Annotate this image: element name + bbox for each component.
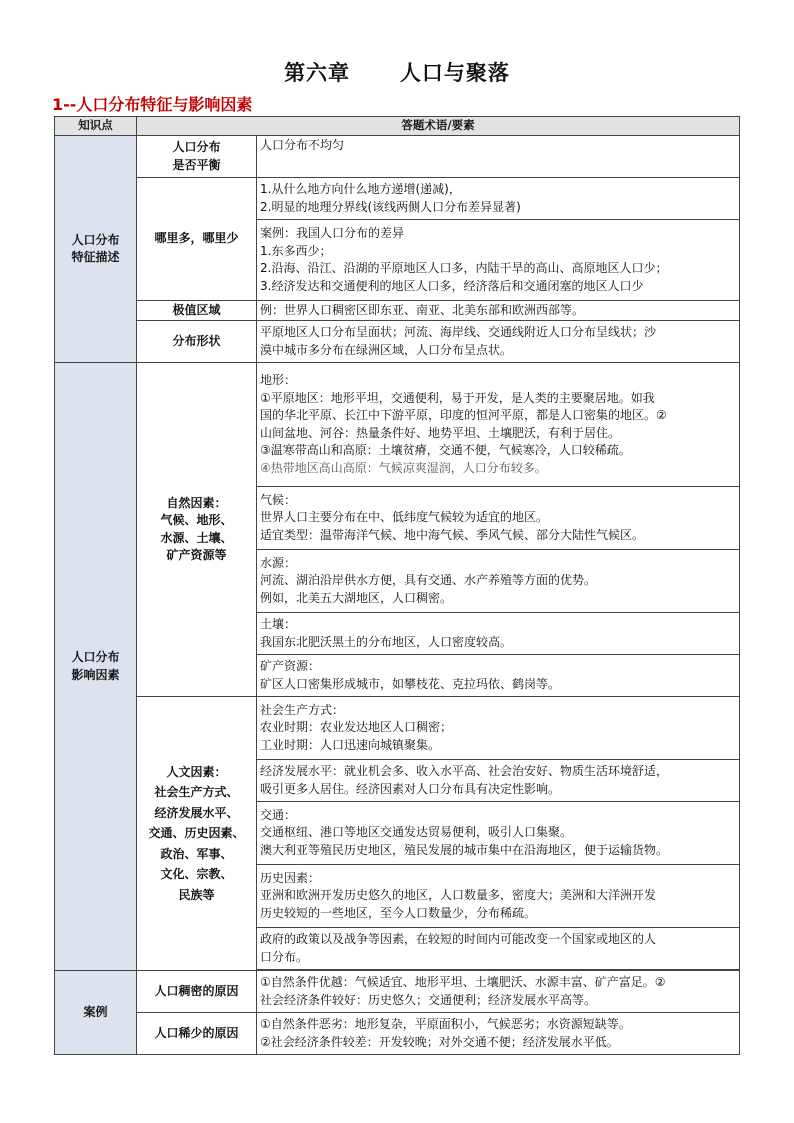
header-knowledge-point: 知识点 <box>55 117 137 136</box>
table-header-row <box>55 117 740 136</box>
header-answer-terms: 答题术语/要素 <box>137 117 740 136</box>
table-row <box>55 971 740 1013</box>
cell-water: 水源： 河流、湖泊沿岸供水方便，具有交通、水产养殖等方面的优势。 例如，北美五大湖地区，人口稠密。 <box>257 550 740 613</box>
row-label-shape: 分布形状 <box>137 321 257 363</box>
table-row <box>55 363 740 487</box>
cell-where-case: 案例：我国人口分布的差异 1.东多西少； 2.沿海、沿江、沿湖的平原地区人口多，内陆干旱的高山、高原地区人口少； 3.经济发达和交通便利的地区人口多，经济落后和交通闭塞的地区人口少 <box>257 220 740 301</box>
cell-climate: 气候： 世界人口主要分布在中、低纬度气候较为适宜的地区。 适宜类型：温带海洋气候、地中海气候、季风气候、部分大陆性气候区。 <box>257 487 740 550</box>
cell-politics: 政府的政策以及战争等因素，在较短的时间内可能改变一个国家或地区的人 口分布。 <box>257 928 740 970</box>
cell-extreme: 例：世界人口稠密区即东亚、南亚、北美东部和欧洲西部等。 <box>257 301 740 321</box>
cell-transport: 交通： 交通枢纽、港口等地区交通发达贸易便利，吸引人口集聚。 澳大利亚等殖民历史地区，殖民发展的城市集中在沿海地区，便于运输货物。 <box>257 802 740 865</box>
page-title: 第六章 人口与聚落 <box>284 61 510 85</box>
cell-economy: 经济发展水平：就业机会多、收入水平高、社会治安好、物质生活环境舒适， 吸引更多人居住。经济因素对人口分布具有决定性影响。 <box>257 760 740 802</box>
row-label-balance: 人口分布 是否平衡 <box>137 136 257 178</box>
section-title: 1--人口分布特征与影响因素 <box>52 95 253 114</box>
table-row <box>55 301 740 321</box>
row-label-natural-factors: 自然因素： 气候、地形、 水源、土壤、 矿产资源等 <box>137 363 257 697</box>
row-label-human-factors: 人文因素： 社会生产方式、 经济发展水平、 交通、历史因素、 政治、军事、 文化、宗教、 民族等 <box>137 697 257 971</box>
group-label-distribution-features: 人口分布 特征描述 <box>55 136 137 363</box>
cell-production: 社会生产方式： 农业时期：农业发达地区人口稠密； 工业时期：人口迅速向城镇聚集。 <box>257 697 740 760</box>
row-label-dense: 人口稠密的原因 <box>137 971 257 1013</box>
row-label-where: 哪里多，哪里少 <box>137 178 257 301</box>
cell-dense: ①自然条件优越：气候适宜、地形平坦、土壤肥沃、水源丰富、矿产富足。② 社会经济条件较好：历史悠久；交通便利；经济发展水平高等。 <box>257 971 740 1013</box>
cell-history: 历史因素： 亚洲和欧洲开发历史悠久的地区，人口数量多，密度大；美洲和大洋洲开发 历史较短的一些地区，至今人口数量少，分布稀疏。 <box>257 865 740 928</box>
table-row <box>55 1013 740 1055</box>
cell-balance: 人口分布不均匀 <box>257 136 740 178</box>
cell-mineral: 矿产资源： 矿区人口密集形成城市，如攀枝花、克拉玛依、鹤岗等。 <box>257 655 740 697</box>
table-row <box>55 321 740 363</box>
cell-terrain: 地形： ①平原地区：地形平坦，交通便利，易于开发，是人类的主要聚居地。如我 国的华北平原、长江中下游平原，印度的恒河平原，都是人口密集的地区。② 山间盆地、河谷：热量条件好、地势平坦、土壤肥沃，有利于居住。 ③温寒带高山和高原：土壤贫瘠，交通不便，气候寒冷，人口较稀疏。 ④热带地区高山高原：气候凉爽湿润，人口分布较多。 <box>257 363 740 487</box>
table-row <box>55 136 740 178</box>
row-label-sparse: 人口稀少的原因 <box>137 1013 257 1055</box>
knowledge-table <box>54 116 740 1055</box>
table-row <box>55 178 740 220</box>
cell-shape: 平原地区人口分布呈面状；河流、海岸线、交通线附近人口分布呈线状；沙 漠中城市多分布在绿洲区域，人口分布呈点状。 <box>257 321 740 363</box>
table-row <box>55 697 740 760</box>
cell-soil: 土壤： 我国东北肥沃黑土的分布地区，人口密度较高。 <box>257 613 740 655</box>
group-label-influence-factors: 人口分布 影响因素 <box>55 363 137 971</box>
cell-sparse: ①自然条件恶劣：地形复杂，平原面积小，气候恶劣；水资源短缺等。 ②社会经济条件较差：开发较晚；对外交通不便；经济发展水平低。 <box>257 1013 740 1055</box>
group-label-cases: 案例 <box>55 971 137 1055</box>
cell-where-method: 1.从什么地方向什么地方递增(递减)， 2.明显的地理分界线(该线两侧人口分布差异显著) <box>257 178 740 220</box>
row-label-extreme: 极值区域 <box>137 301 257 321</box>
